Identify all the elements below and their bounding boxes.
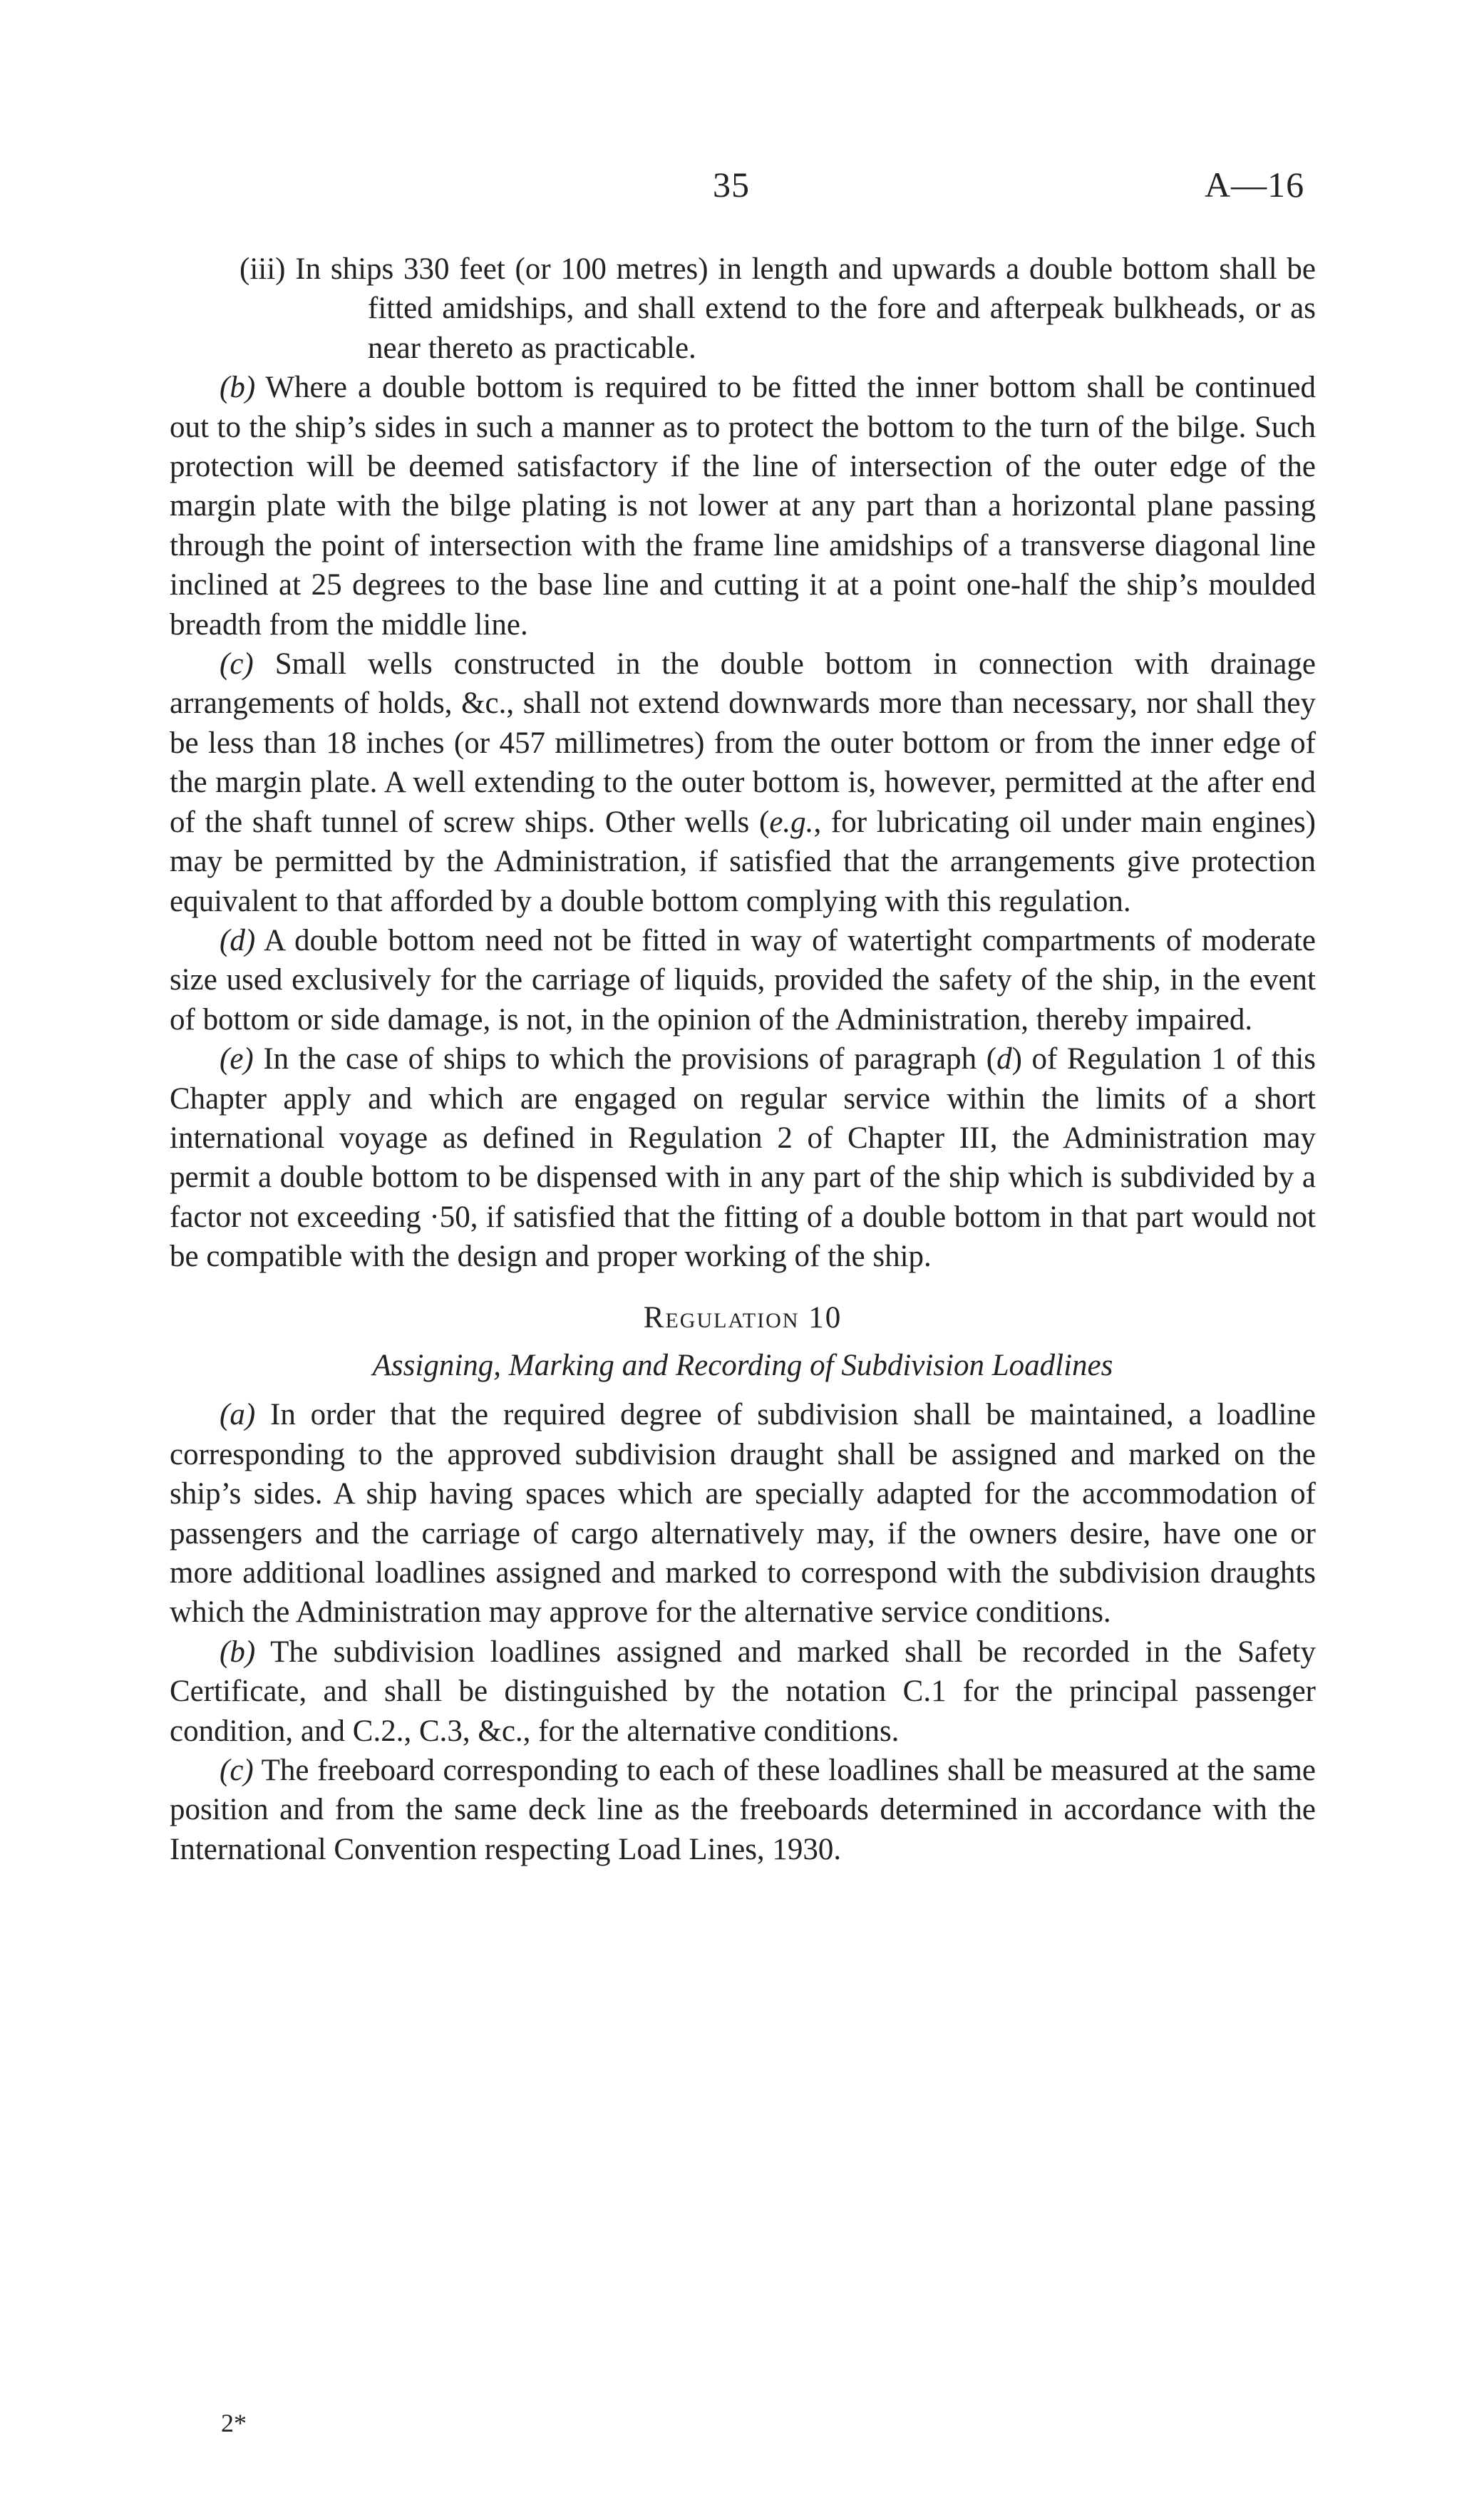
paragraph-e-text-1: In the case of ships to which the provisions of paragraph ( — [253, 1042, 997, 1076]
paragraph-c — [170, 644, 1316, 921]
reg10-a-label: (a) — [220, 1398, 256, 1432]
paragraph-c-text-1: Small wells constructed in the double bottom in connection with drainage arrangements of holds, &c., shall not extend downwards more than necessary, nor shall they be less than 18 inches (or 457 millimetres) from the outer bottom or from the inner edge of the margin plate. A well extending to the outer bottom is, however, permitted at the after end of the shaft tunnel of screw ships. Other wells ( — [170, 647, 1316, 839]
signature-mark: 2* — [221, 2409, 247, 2437]
paragraph-b-text: Where a double bottom is required to be fitted the inner bottom shall be continued out to the ship’s sides in such a manner as to protect the bottom to the turn of the bilge. Such protection will be deemed satisfactory if the line of intersection of the outer edge of the margin plate with the bilge plating is not lower at any part than a horizontal plane passing through the point of intersection with the frame line amidships of a transverse diagonal line inclined at 25 degrees to the base line and cutting it at a point one-half the ship’s moulded breadth from the middle line. — [170, 371, 1316, 642]
page-number: 35 — [713, 165, 750, 205]
paragraph-d-text: A double bottom need not be fitted in way of watertight compartments of moderate size used exclusively for the carriage of liquids, provided the safety of the ship, in the event of bottom or side damage, is not, in the opinion of the Administration, thereby impaired. — [170, 923, 1316, 1037]
paragraph-iii: (iii) In ships 330 feet (or 100 metres) in length and upwards a double bottom shall be fitted amidships, and shall extend to the fore and afterpeak bulkheads, or as near thereto as practicable. — [239, 252, 1316, 365]
paragraph-b-label: (b) — [220, 371, 256, 405]
reg10-paragraph-a — [170, 1395, 1316, 1632]
document-body — [170, 250, 1316, 1869]
paragraph-c-eg: e.g. — [769, 805, 814, 839]
paragraph-e-label: (e) — [220, 1042, 254, 1076]
reg10-c-label: (c) — [220, 1754, 254, 1788]
reg10-b-text: The subdivision loadlines assigned and marked shall be recorded in the Safety Certificate, and shall be distinguished by the notation C.1 for the principal passenger condition, and C.2., C.3, &c., for the alternative conditions. — [170, 1635, 1316, 1748]
reg10-paragraph-c — [170, 1751, 1316, 1869]
reg10-c-text: The freeboard corresponding to each of these loadlines shall be measured at the same position and from the same deck line as the freeboards determined in accordance with the International Convention respecting Load Lines, 1930. — [170, 1754, 1316, 1866]
paragraph-d-label: (d) — [220, 923, 256, 957]
paragraph-b — [170, 368, 1316, 644]
paragraph-e — [170, 1039, 1316, 1276]
page-reference: A—16 — [1205, 165, 1305, 205]
regulation-heading-text: Regulation 10 — [643, 1300, 843, 1334]
paragraph-c-label: (c) — [220, 647, 254, 682]
reg10-paragraph-b — [170, 1632, 1316, 1751]
paragraph-c-text-2: , for lubricating oil under main engines) may be permitted by the Administration, if satisfied that the arrangements give protection equivalent to that afforded by a double bottom complying with this regulation. — [170, 805, 1316, 918]
regulation-title: Assigning, Marking and Recording of Subdivision Loadlines — [372, 1348, 1113, 1382]
paragraph-e-ref: d — [996, 1042, 1012, 1076]
reg10-a-text: In order that the required degree of subdivision shall be maintained, a loadline corresponding to the approved subdivision draught shall be assigned and marked on the ship’s sides. A ship having spaces which are specially adapted for the accommodation of passengers and the carriage of cargo alternatively may, if the owners desire, have one or more additional loadlines assigned and marked to correspond with the subdivision draughts which the Administration may approve for the alternative service conditions. — [170, 1398, 1316, 1630]
reg10-b-label: (b) — [220, 1635, 256, 1669]
paragraph-e-text-2: ) of Regulation 1 of this Chapter apply and which are engaged on regular service within the limits of a short international voyage as defined in Regulation 2 of Chapter III, the Administration may permit a double bottom to be dispensed with in any part of the ship which is subdivided by a factor not exceeding ·50, if satisfied that the fitting of a double bottom in that part would not be compatible with the design and proper working of the ship. — [170, 1042, 1316, 1274]
regulation-heading — [170, 1298, 1316, 1337]
paragraph-d — [170, 921, 1316, 1039]
